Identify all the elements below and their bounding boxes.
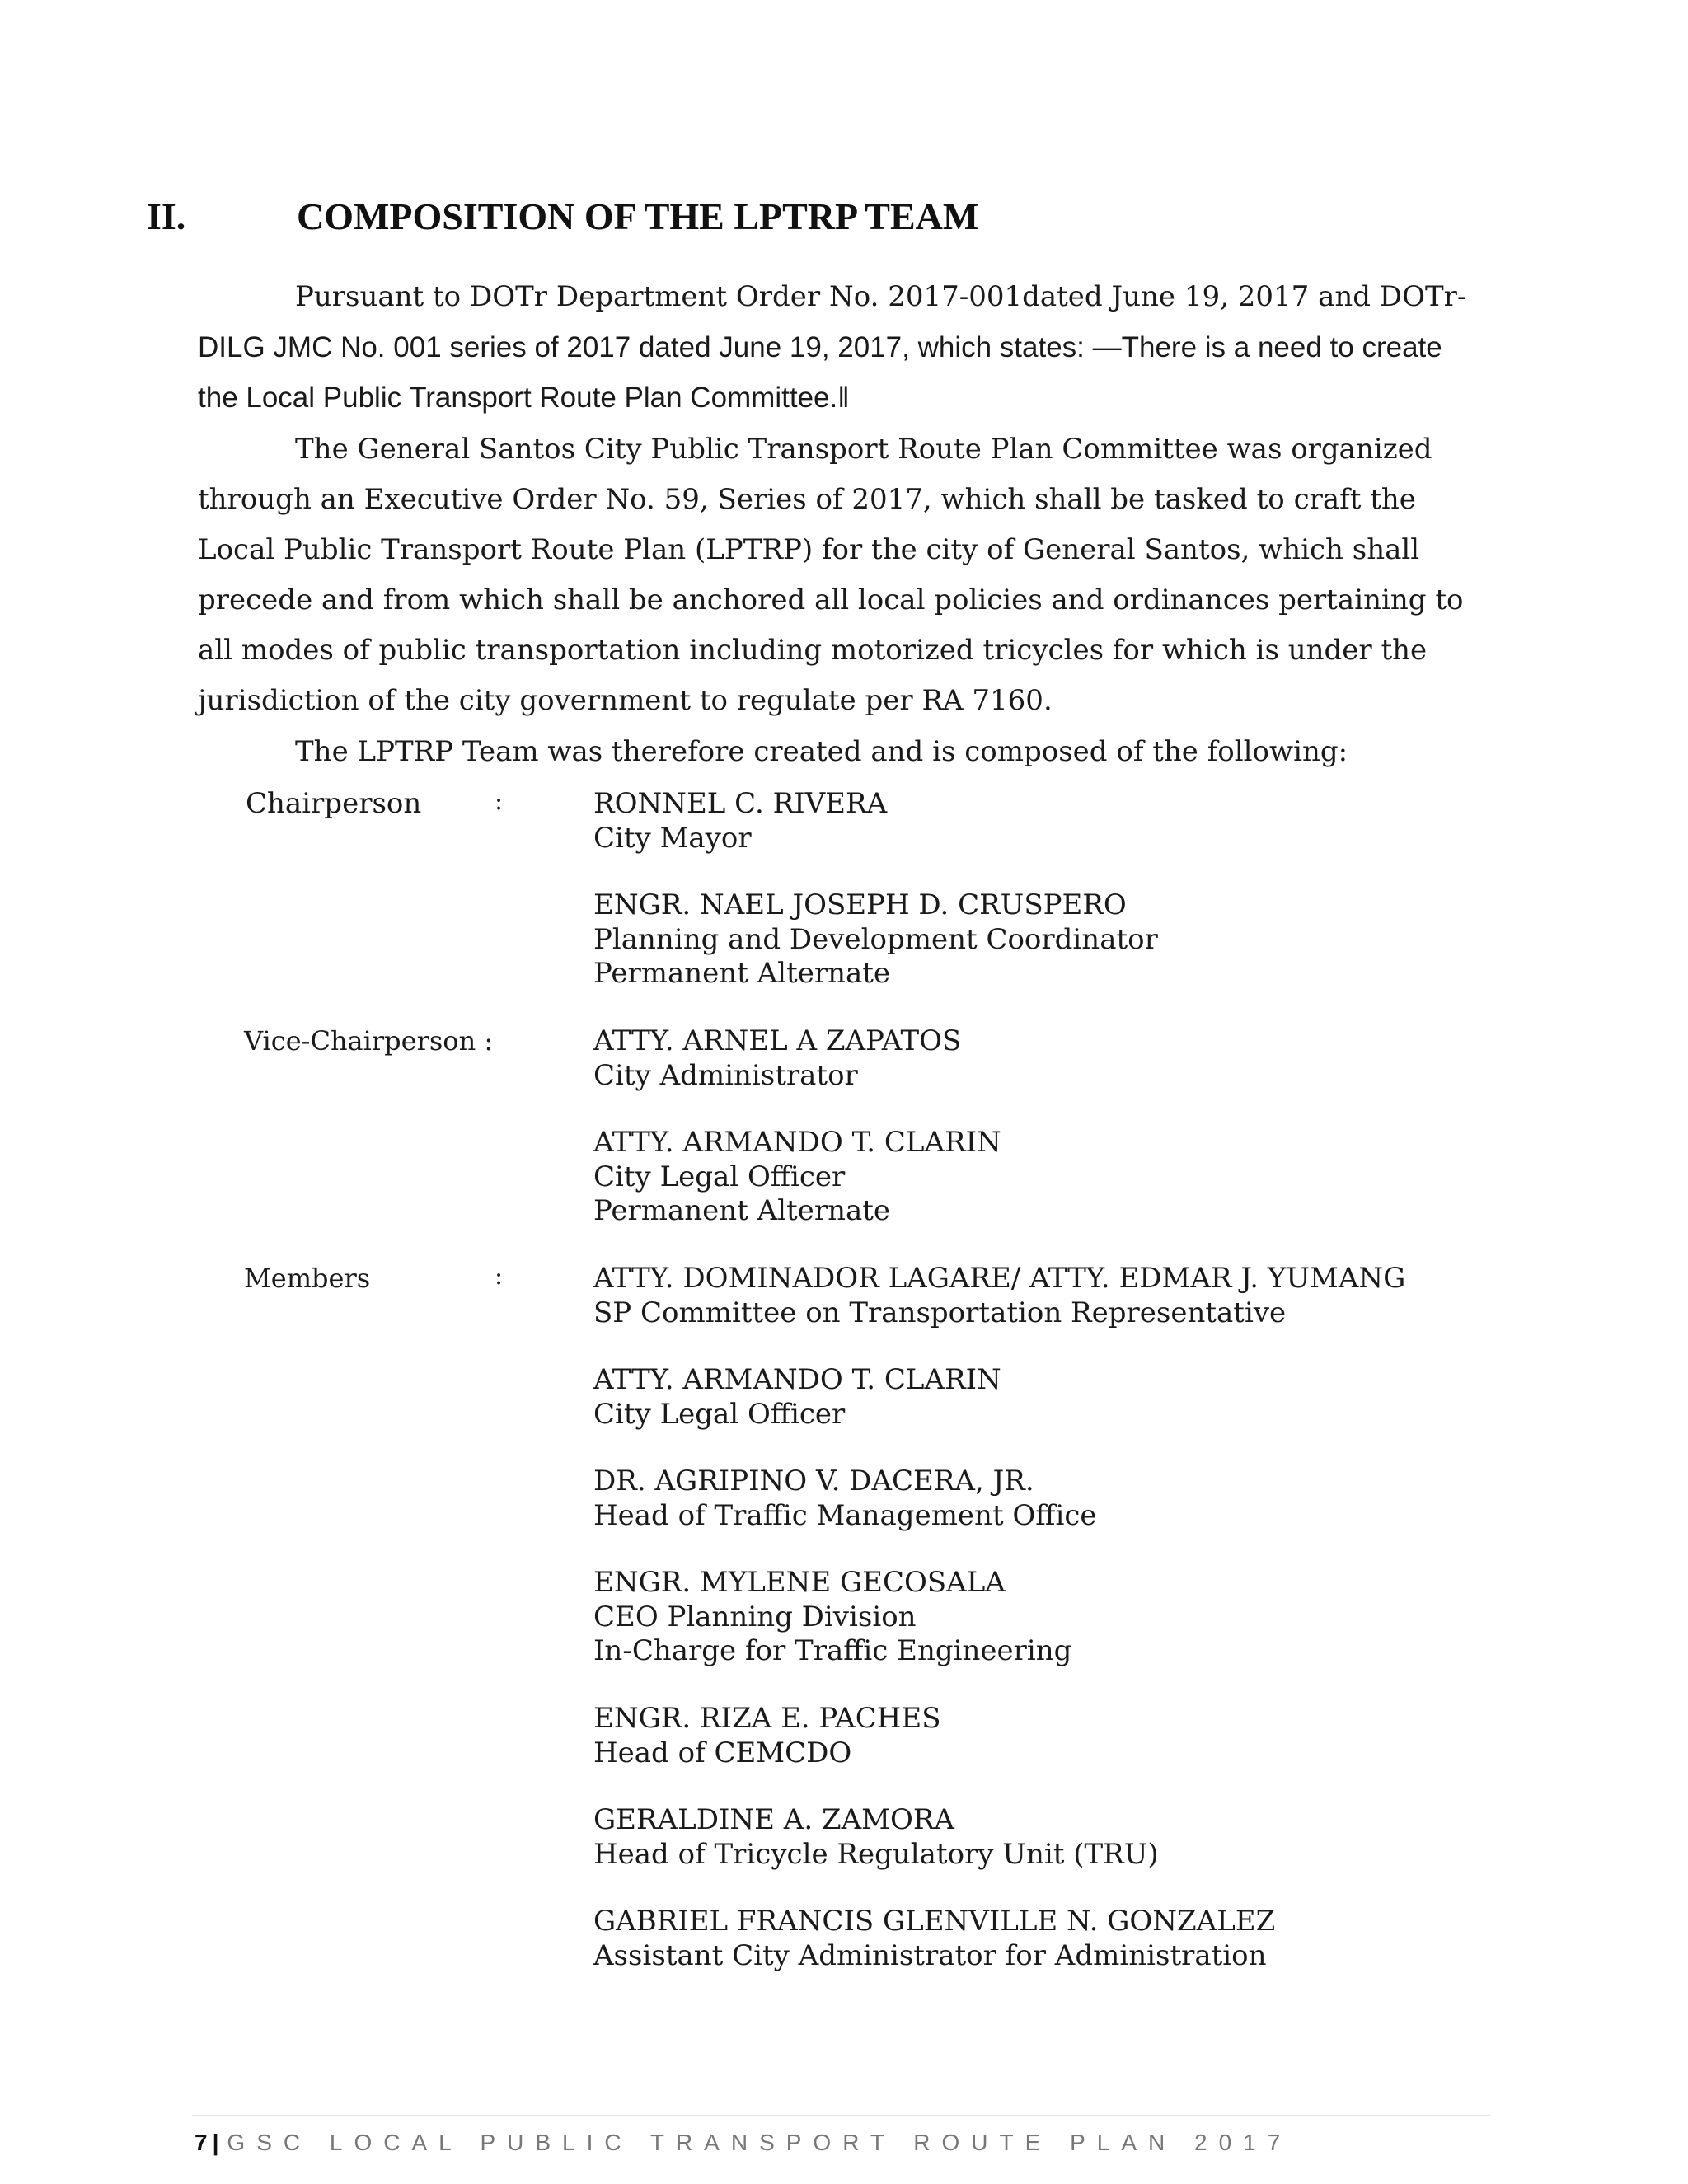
member-position: City Mayor: [593, 821, 752, 855]
role-label-chairperson: Chairperson: [246, 787, 422, 820]
paragraph-line: Local Public Transport Route Plan (LPTRP) for the city of General Santos, which shall: [198, 533, 1420, 566]
member-position: Head of CEMCDO: [593, 1736, 852, 1769]
member-name: ENGR. NAEL JOSEPH D. CRUSPERO: [593, 888, 1127, 921]
section-title: COMPOSITION OF THE LPTRP TEAM: [297, 195, 979, 237]
member-name: ATTY. ARNEL A ZAPATOS: [593, 1024, 962, 1057]
footer-separator: |: [212, 2130, 219, 2155]
paragraph-line: DILG JMC No. 001 series of 2017 dated June 19, 2017, which states: —There is a need to create: [198, 331, 1442, 363]
paragraph-line: precede and from which shall be anchored all local policies and ordinances pertaining to: [198, 583, 1464, 616]
member-name: RONNEL C. RIVERA: [593, 787, 888, 820]
member-position: City Legal Officer: [593, 1397, 846, 1431]
member-name: ENGR. MYLENE GECOSALA: [593, 1566, 1006, 1599]
paragraph-line: through an Executive Order No. 59, Series of 2017, which shall be tasked to craft the: [198, 483, 1416, 516]
footer-divider: [192, 2115, 1490, 2116]
team-member: [593, 1126, 1001, 1229]
member-position: Head of Traffic Management Office: [593, 1498, 1097, 1532]
role-colon: :: [495, 1262, 504, 1291]
member-position: SP Committee on Transportation Representative: [593, 1296, 1287, 1329]
paragraph-line: the Local Public Transport Route Plan Committee.‖: [198, 382, 850, 414]
footer-title: GSC LOCAL PUBLIC TRANSPORT ROUTE PLAN 2017: [227, 2130, 1292, 2155]
member-position: CEO Planning Division: [593, 1600, 917, 1633]
paragraph-line: The General Santos City Public Transport Route Plan Committee was organized: [295, 433, 1432, 466]
team-member: [593, 787, 887, 855]
member-position: Assistant City Administrator for Administration: [593, 1938, 1267, 1972]
team-member: [593, 1702, 940, 1770]
member-position: Head of Tricycle Regulatory Unit (TRU): [593, 1837, 1159, 1871]
team-member: [593, 1363, 1001, 1432]
member-name: ATTY. ARMANDO T. CLARIN: [593, 1126, 1001, 1159]
member-name: ATTY. ARMANDO T. CLARIN: [593, 1363, 1001, 1396]
paragraph-line: jurisdiction of the city government to regulate per RA 7160.: [198, 684, 1053, 717]
role-colon: :: [495, 787, 504, 816]
member-name: DR. AGRIPINO V. DACERA, JR.: [593, 1465, 1034, 1497]
paragraph-line: Pursuant to DOTr Department Order No. 2017-001dated June 19, 2017 and DOTr-: [295, 280, 1467, 313]
role-label-vice-chairperson: Vice-Chairperson :: [244, 1025, 494, 1057]
team-member: [593, 888, 1158, 991]
team-member: [593, 1262, 1405, 1330]
page-number: 7: [195, 2130, 208, 2155]
section-number: II.: [147, 195, 186, 237]
member-note: Permanent Alternate: [593, 1194, 891, 1227]
member-note: Permanent Alternate: [593, 957, 891, 990]
paragraph-line: all modes of public transportation including motorized tricycles for which is under the: [198, 634, 1428, 667]
member-name: GABRIEL FRANCIS GLENVILLE N. GONZALEZ: [593, 1905, 1276, 1938]
team-member: [593, 1803, 1159, 1872]
team-member: [593, 1024, 961, 1093]
team-member: [593, 1905, 1275, 1973]
member-name: GERALDINE A. ZAMORA: [593, 1803, 954, 1836]
member-position: City Administrator: [593, 1058, 858, 1092]
member-name: ENGR. RIZA E. PACHES: [593, 1702, 941, 1735]
member-position: Planning and Development Coordinator: [593, 922, 1158, 956]
paragraph-line: The LPTRP Team was therefore created and is composed of the following:: [295, 735, 1348, 768]
member-name: ATTY. DOMINADOR LAGARE/ ATTY. EDMAR J. YUMANG: [593, 1262, 1406, 1295]
role-label-members: Members: [244, 1263, 371, 1294]
member-position: City Legal Officer: [593, 1160, 846, 1193]
page-footer: [195, 2130, 1292, 2156]
team-member: [593, 1566, 1071, 1669]
member-note: In-Charge for Traffic Engineering: [593, 1634, 1072, 1667]
team-member: [593, 1465, 1097, 1533]
